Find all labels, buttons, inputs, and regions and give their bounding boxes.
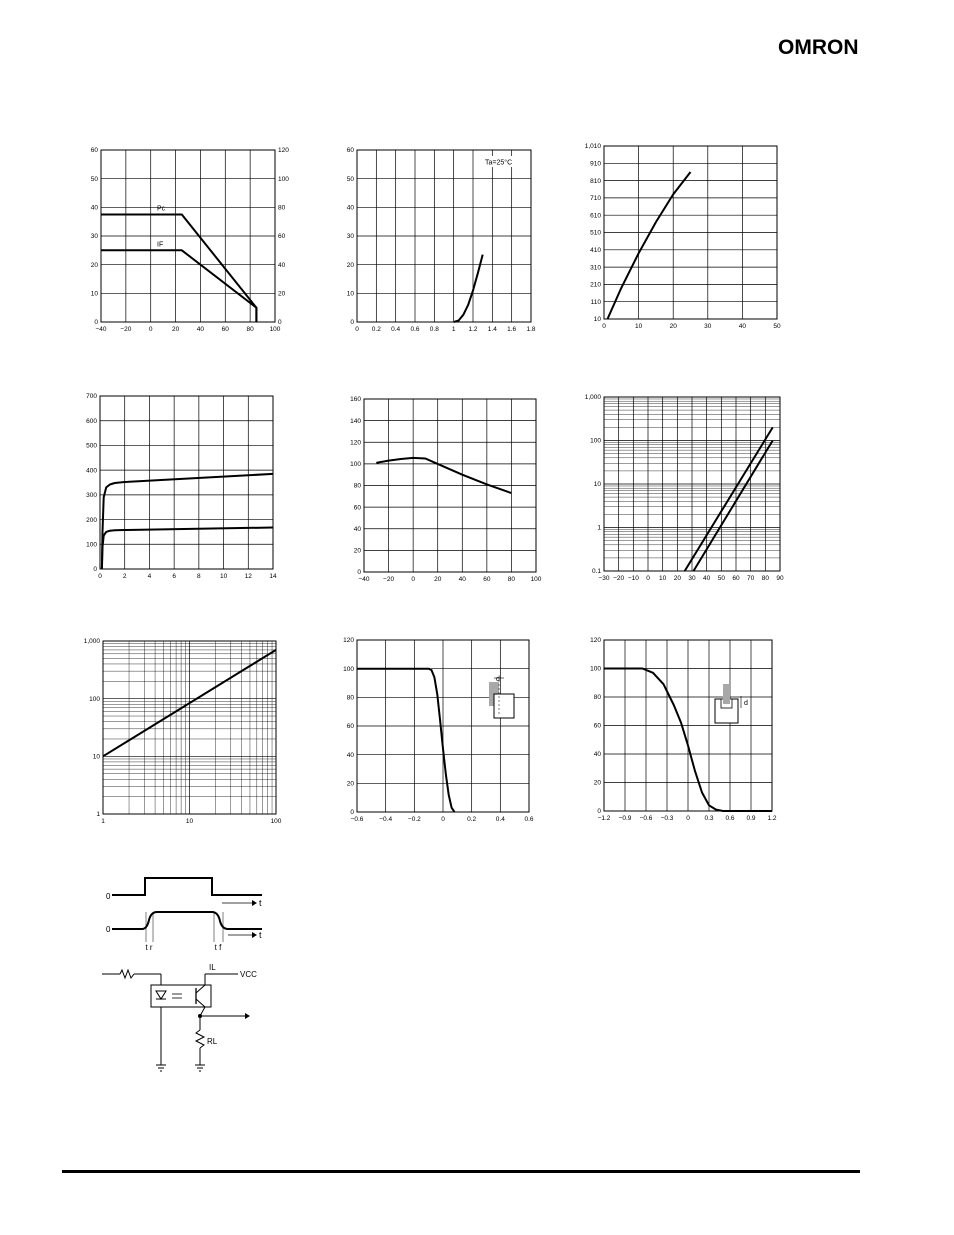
x-tick-label: 0.6 [524,816,534,823]
chart-c7 [84,638,282,825]
y-tick-label: 100 [590,665,601,673]
y-tick-label: 80 [593,694,601,702]
y-tick-label: 40 [593,751,601,759]
x-tick-label: 50 [717,575,725,582]
x-tick-label: −10 [627,575,639,582]
y-tick-label: 160 [350,396,361,404]
y-tick-label: 120 [343,637,354,645]
x-tick-label: −20 [383,576,395,583]
x-tick-label: 0.6 [410,326,420,333]
series-line-1 [694,441,773,572]
y-tick-label: 400 [86,467,97,475]
y-tick-label: 200 [86,516,97,524]
x-tick-label: 0 [686,815,690,822]
time-label: t [259,930,262,940]
y2-tick-label: 80 [278,204,286,212]
y-tick-label: 50 [346,175,354,183]
x-tick-label: 1 [101,818,105,825]
x-tick-label: 0 [148,326,153,333]
y2-tick-label: 40 [278,261,286,269]
waveform-zero-label: 0 [106,892,111,901]
x-tick-label: 60 [732,575,740,582]
y-tick-label: 210 [590,281,601,289]
x-tick-label: 40 [458,576,466,583]
output-pulse-waveform [112,912,262,929]
x-tick-label: 10 [659,575,667,582]
x-tick-label: −40 [358,576,370,583]
sensing-object-icon [723,684,730,704]
series-line-0 [357,669,455,812]
y-tick-label: 40 [353,525,361,533]
x-tick-label: 100 [530,576,542,583]
chart-c2 [347,147,536,333]
x-tick-label: 80 [761,575,769,582]
x-tick-label: −0.6 [639,815,653,822]
x-tick-label: 20 [673,575,681,582]
x-tick-label: 1.8 [526,326,536,333]
y-tick-label: 100 [343,665,354,673]
y-tick-label: 30 [346,233,354,241]
y-tick-label: 10 [593,481,601,489]
y-tick-label: 0 [94,319,98,327]
inset-distance-label: d [744,700,748,707]
x-tick-label: 2 [122,573,127,580]
y-tick-label: 20 [353,547,361,555]
x-tick-label: 6 [172,573,176,580]
x-tick-label: 8 [197,573,201,580]
x-tick-label: 10 [634,323,643,330]
y-tick-label: 20 [346,261,354,269]
output-arrow-icon [245,1013,250,1019]
chart-c5 [350,396,542,583]
x-tick-label: 70 [747,575,755,582]
y-tick-label: 10 [90,290,98,298]
y-tick-label: 120 [350,439,361,447]
x-tick-label: 4 [147,573,152,580]
vcc-label: VCC [240,970,257,979]
series-line-0 [102,474,273,569]
y-tick-label: 100 [590,437,601,445]
chart-c8 [343,637,534,823]
x-tick-label: 0.2 [467,816,477,823]
chart-c1 [91,147,289,333]
y-tick-label: 700 [86,393,97,401]
y-tick-label: 0 [350,809,354,817]
x-tick-label: 100 [270,818,282,825]
x-tick-label: 1.4 [487,326,497,333]
x-tick-label: 1.6 [507,326,517,333]
x-tick-label: 40 [196,326,205,333]
y-tick-label: 60 [90,147,98,155]
y-tick-label: 10 [593,316,601,324]
time-label: t [259,898,262,908]
x-tick-label: 60 [483,576,491,583]
y2-tick-label: 100 [278,175,289,183]
x-tick-label: −0.2 [407,816,421,823]
y-tick-label: 60 [346,723,354,731]
y-tick-label: 10 [346,290,354,298]
y-tick-label: 510 [590,229,601,237]
y-tick-label: 0.1 [591,568,601,576]
y-tick-label: 1 [597,524,601,532]
x-tick-label: 0.4 [391,326,401,333]
timing-circuit-diagram [102,878,262,1071]
x-tick-label: 90 [776,575,784,582]
y2-tick-label: 20 [278,290,286,298]
series-line-0 [685,427,773,571]
sensor-outline-icon [494,694,514,718]
input-resistor-icon [120,970,134,978]
collector-wire [196,985,205,993]
x-tick-label: 1.2 [767,815,777,822]
y-tick-label: 50 [90,175,98,183]
x-tick-label: 20 [434,576,442,583]
series-line-0 [608,172,691,319]
y-tick-label: 40 [90,204,98,212]
x-tick-label: 0.3 [704,815,714,822]
x-tick-label: 40 [703,575,711,582]
series-line-0 [101,215,256,323]
load-resistor-label: RL [207,1037,218,1046]
x-tick-label: 50 [773,323,781,330]
y-tick-label: 60 [346,147,354,155]
y2-tick-label: 0 [278,319,282,327]
y-tick-label: 60 [353,504,361,512]
y-tick-label: 0 [357,569,361,577]
y-tick-label: 120 [590,637,601,645]
x-tick-label: 80 [246,326,254,333]
y-tick-label: 100 [350,461,361,469]
x-tick-label: 0.2 [371,326,381,333]
y-tick-label: 20 [90,261,98,269]
chart-c3 [585,143,781,330]
x-tick-label: 14 [269,573,277,580]
waveform-zero-label: 0 [106,925,111,934]
inset-distance-label: d [496,676,500,683]
x-tick-label: 20 [669,323,677,330]
y2-tick-label: 120 [278,147,289,155]
load-resistor-icon [196,1030,204,1048]
x-tick-label: 0 [602,323,606,330]
chart-c9 [590,637,777,822]
y-tick-label: 100 [89,695,100,703]
x-tick-label: 0.4 [495,816,505,823]
x-tick-label: 40 [738,323,747,330]
x-tick-label: −30 [598,575,610,582]
series-label: Pc [157,205,166,213]
chart-c4 [86,393,277,580]
y-tick-label: 0 [93,566,97,574]
y-tick-label: 710 [590,195,601,203]
x-tick-label: 0 [441,816,445,823]
y2-tick-label: 60 [278,233,286,241]
y-tick-label: 40 [346,204,354,212]
chart-c6 [585,394,784,582]
x-tick-label: 80 [507,576,516,583]
y-tick-label: 600 [86,417,97,425]
fall-time-label: t f [214,943,222,952]
led-diode-icon [156,991,166,999]
y-tick-label: 300 [86,492,97,500]
x-tick-label: −20 [120,326,132,333]
y-tick-label: 0 [350,319,354,327]
y-tick-label: 1,010 [584,143,601,151]
y-tick-label: 810 [590,177,601,185]
x-tick-label: 10 [185,818,194,825]
x-tick-label: 0 [646,575,650,582]
time-arrow-head-icon [252,900,257,906]
y-tick-label: 60 [593,722,601,730]
footer-rule [62,1170,860,1173]
y-tick-label: 1,000 [584,394,601,402]
y-tick-label: 910 [590,160,601,168]
x-tick-label: 0.8 [429,326,439,333]
y-tick-label: 10 [92,753,100,761]
current-label: IL [209,963,216,972]
y-tick-label: 30 [90,233,98,241]
x-tick-label: 0 [98,573,102,580]
x-tick-label: 60 [221,326,229,333]
series-line-0 [376,458,511,493]
y-tick-label: 1 [96,811,100,819]
rise-time-label: t r [145,943,153,952]
series-line-1 [101,250,256,322]
x-tick-label: 1 [451,326,456,333]
x-tick-label: −0.3 [660,815,674,822]
x-tick-label: −20 [613,575,625,582]
y-tick-label: 110 [590,298,601,306]
x-tick-label: −40 [95,326,107,333]
x-tick-label: 1.2 [468,326,478,333]
emitter-wire [196,999,205,1007]
y-tick-label: 80 [346,694,354,702]
y-tick-label: 410 [590,247,601,254]
y-tick-label: 310 [590,264,601,272]
x-tick-label: 0.6 [725,815,735,822]
y-tick-label: 140 [350,417,361,425]
y-tick-label: 40 [346,751,354,759]
time-arrow-head-icon [252,932,257,938]
x-tick-label: 10 [219,573,228,580]
x-tick-label: 0 [355,326,359,333]
x-tick-label: −0.6 [350,816,364,823]
x-tick-label: −1.2 [597,815,611,822]
y-tick-label: 80 [353,482,361,490]
x-tick-label: −0.4 [379,816,393,823]
x-tick-label: 30 [688,575,696,582]
x-tick-label: 12 [244,573,252,580]
x-tick-label: 100 [269,326,281,333]
y-tick-label: 1,000 [83,638,100,646]
y-tick-label: 20 [346,780,354,788]
x-tick-label: 0 [411,576,415,583]
y-tick-label: 100 [86,541,97,549]
y-tick-label: 20 [593,779,601,787]
y-tick-label: 500 [86,442,97,450]
x-tick-label: 20 [171,326,180,333]
x-tick-label: −0.9 [618,815,632,822]
y-tick-label: 0 [597,808,601,816]
x-tick-label: 30 [704,323,712,330]
annotation-label: Ta=25°C [485,159,513,167]
omron-logo: OMRON [778,36,859,59]
input-pulse-waveform [112,878,262,895]
y-tick-label: 610 [590,212,601,220]
series-label: IF [157,241,164,249]
x-tick-label: 0.9 [746,815,756,822]
series-line-1 [102,528,273,570]
